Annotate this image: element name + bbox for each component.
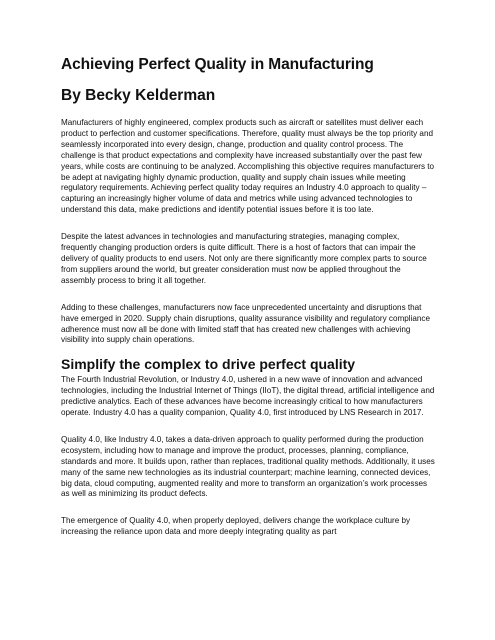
paragraph-intro-2: Despite the latest advances in technologies and manufacturing strategies, managing complex, frequently changing production orders is quite difficult. There is a host of factors that can impair the delivery of quality products to end users. Not only are there significantly more complex parts to source from suppliers around the world, but greater consideration must now be applied throughout the assembly process to bring it all together. (61, 232, 427, 285)
document-page (61, 56, 435, 538)
document-title: Achieving Perfect Quality in Manufacturing (61, 56, 374, 73)
paragraph-section-1: The Fourth Industrial Revolution, or Industry 4.0, ushered in a new wave of innovation and advanced technologies, including the Industrial Internet of Things (IIoT), the digital thread, artificial intelligence and predictive analytics. Each of these advances have become increasingly critical to how manufacturers operate. Industry 4.0 has a quality companion, Quality 4.0, first introduced by LNS Research in 2017. (61, 375, 435, 418)
paragraph-intro-1: Manufacturers of highly engineered, complex products such as aircraft or satellites must deliver each product to perfection and customer specifications. Therefore, quality must always be the top priority and seamlessly incorporated into every design, change, production and quality control process. The challenge is that product expectations and complexity have increased substantially over the past few years, while costs are continuing to be analyzed. Accomplishing this objective requires manufacturers to be adept at navigating highly dynamic production, quality and supply chain issues while meeting regulatory requirements. Achieving perfect quality today requires an Industry 4.0 approach to quality – capturing an increasingly higher volume of data and metrics while using advanced technologies to understand this data, make predictions and identify potential issues before it is too late. (61, 118, 435, 215)
section-heading: Simplify the complex to drive perfect quality (61, 356, 356, 373)
paragraph-section-3: The emergence of Quality 4.0, when properly deployed, delivers change the workplace culture by increasing the reliance upon data and more deeply integrating quality as part (61, 516, 411, 537)
paragraph-section-2: Quality 4.0, like Industry 4.0, takes a data-driven approach to quality performed during the production ecosystem, including how to manage and improve the product, processes, planning, compliance, standards and more. It builds upon, rather than replaces, traditional quality methods. Additionally, it uses many of the same new technologies as its industrial counterpart; machine learning, connected devices, big data, cloud computing, augmented reality and more to transform an organization’s work processes as well as minimizing its product defects. (61, 434, 435, 499)
document-author: By Becky Kelderman (61, 87, 216, 104)
paragraph-intro-3: Adding to these challenges, manufacturers now face unprecedented uncertainty and disruptions that have emerged in 2020. Supply chain disruptions, quality assurance visibility and regulatory compliance adherence must now all be done with limited staff that has created new challenges with achieving visibility into supply chain operations. (61, 302, 430, 345)
